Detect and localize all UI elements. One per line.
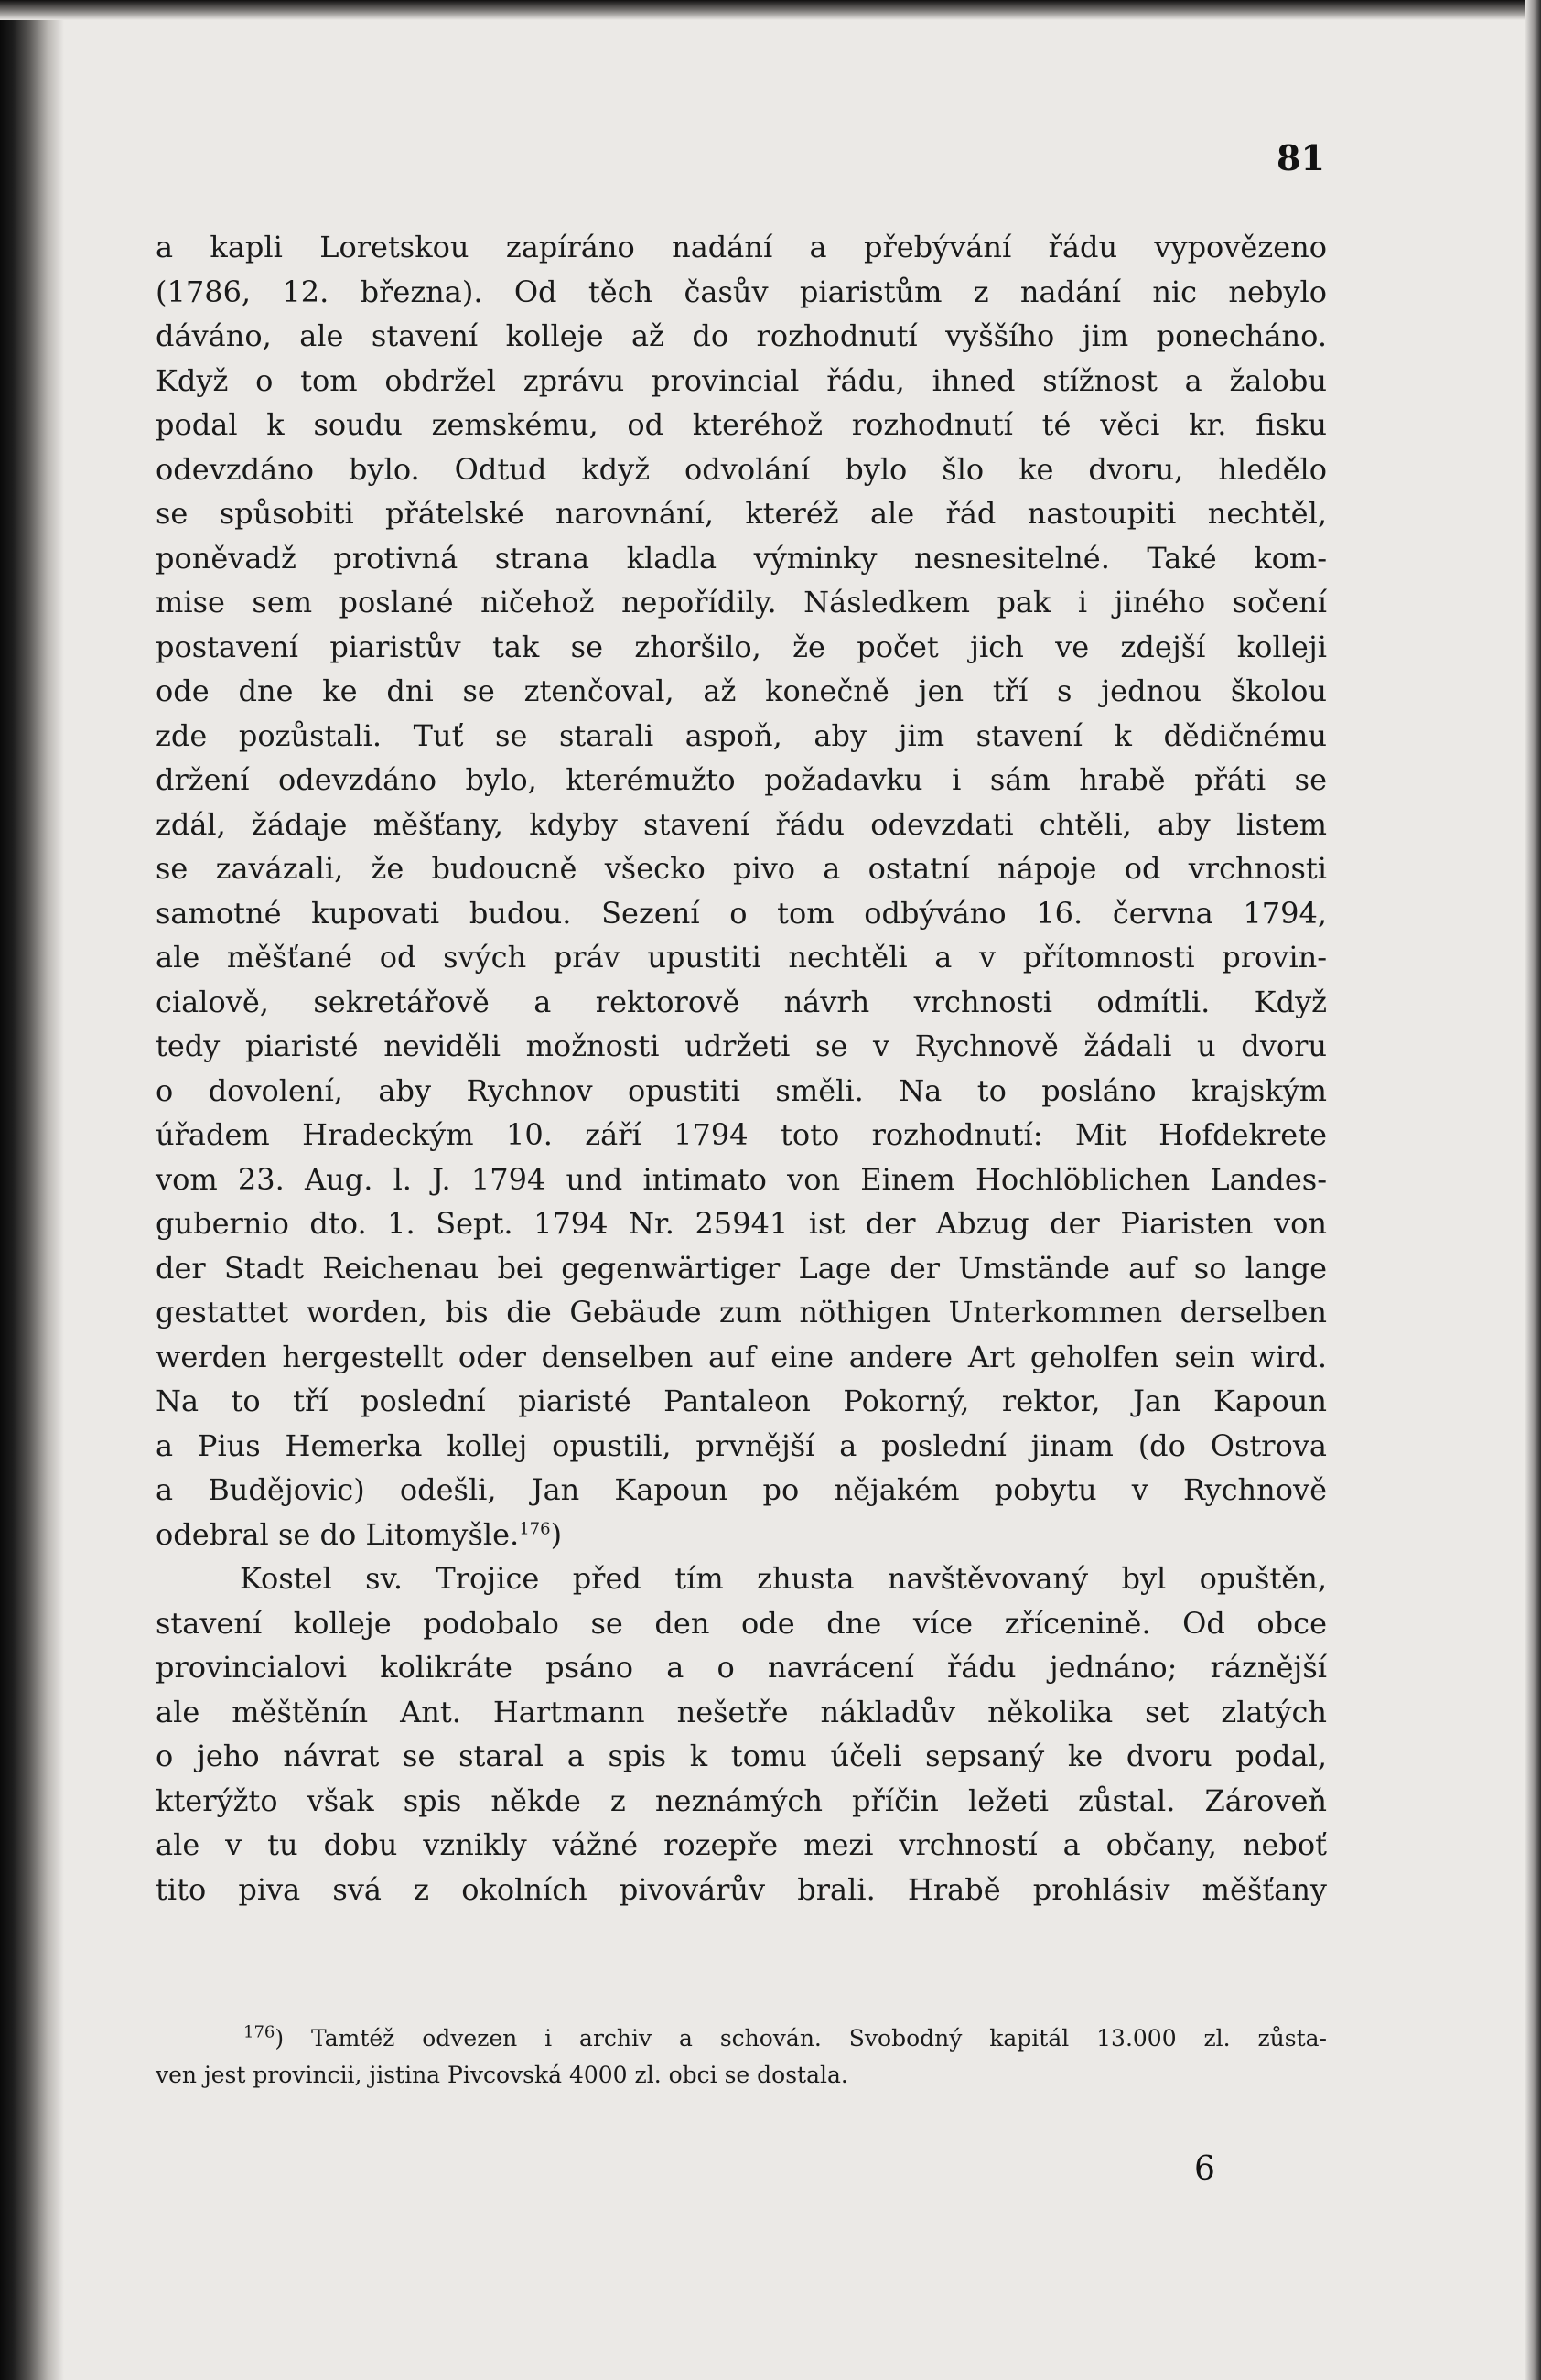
text-line: provincialovi kolikráte psáno a o navrácení řádu jednáno; ráznější [156, 1650, 1327, 1685]
text-line: der Stadt Reichenau bei gegenwärtiger Lage der Umstände auf so lange [156, 1250, 1327, 1286]
paragraph-1 [156, 225, 1327, 1513]
text-line: ode dne ke dni se ztenčoval, až konečně jen tří s jednou školou [156, 673, 1327, 708]
text-line: držení odevzdáno bylo, kterémužto požadavku i sám hrabě přáti se [156, 762, 1327, 797]
printer-signature-mark: 6 [1194, 2150, 1215, 2188]
paragraph-2 [156, 1556, 1327, 1912]
text-line: (1786, 12. března). Od těch časův piaristům z nadání nic nebylo [156, 274, 1327, 309]
text-line: gubernio dto. 1. Sept. 1794 Nr. 25941 ist der Abzug der Piaristen von [156, 1206, 1327, 1241]
footnote-line-2: ven jest provincii, jistina Pivcovská 4000 zl. obci se dostala. [156, 2062, 848, 2088]
text-line: gestattet worden, bis die Gebäude zum nöthigen Unterkommen derselben [156, 1295, 1327, 1330]
text-line: zdál, žádaje měšťany, kdyby stavení řádu odevzdati chtěli, aby listem [156, 806, 1327, 842]
text-line: tito piva svá z okolních pivovárův brali. Hrabě prohlásiv měšťany [156, 1871, 1327, 1907]
right-edge-shadow [1525, 0, 1541, 2380]
text-line: werden hergestellt oder denselben auf eine andere Art geholfen sein wird. [156, 1339, 1327, 1374]
footnote-reference: 176 [519, 1518, 551, 1538]
text-line: Když o tom obdržel zprávu provincial řádu, ihned stížnost a žalobu [156, 362, 1327, 398]
footnote [156, 2020, 1327, 2094]
footnote-line-1-text: ) Tamtéž odvezen i archiv a schován. Svobodný kapitál 13.000 zl. zůsta- [275, 2025, 1327, 2052]
text-line: podal k soudu zemskému, od kteréhož rozhodnutí té věci kr. fisku [156, 407, 1327, 442]
text-line: se spůsobiti přátelské narovnání, kteréž ale řád nastoupiti nechtěl, [156, 496, 1327, 531]
text-line: a Pius Hemerka kollej opustili, prvnější a poslední jinam (do Ostrova [156, 1427, 1327, 1463]
footnote-marker: 176 [243, 2022, 275, 2042]
text-line: se zavázali, že budoucně všecko pivo a ostatní nápoje od vrchnosti [156, 851, 1327, 886]
text-line: samotné kupovati budou. Sezení o tom odbýváno 16. června 1794, [156, 895, 1327, 931]
text-line: dáváno, ale stavení kolleje až do rozhodnutí vyššího jim ponecháno. [156, 318, 1327, 353]
text-line: zde pozůstali. Tuť se starali aspoň, aby jim stavení k dědičnému [156, 717, 1327, 753]
text-line: kterýžto však spis někde z neznámých příčin ležeti zůstal. Zároveň [156, 1782, 1327, 1818]
text-line: stavení kolleje podobalo se den ode dne více zřícenině. Od obce [156, 1605, 1327, 1641]
text-line: ale měštěnín Ant. Hartmann nešetře nákladův několika set zlatých [156, 1694, 1327, 1729]
text-line: ale měšťané od svých práv upustiti nechtěli a v přítomnosti provin- [156, 940, 1327, 975]
text-line: odevzdáno bylo. Odtud když odvolání bylo šlo ke dvoru, hledělo [156, 451, 1327, 487]
top-edge-shadow [0, 0, 1541, 20]
footnote-line-1 [156, 2020, 1327, 2057]
paragraph-1-last-text: odebral se do Litomyšle. [156, 1516, 520, 1552]
text-line: vom 23. Aug. l. J. 1794 und intimato von Einem Hochlöblichen Landes- [156, 1161, 1327, 1197]
text-line: Na to tří poslední piaristé Pantaleon Pokorný, rektor, Jan Kapoun [156, 1384, 1327, 1418]
text-line: tedy piaristé neviděli možnosti udržeti se v Rychnově žádali u dvoru [156, 1028, 1327, 1063]
text-line: ale v tu dobu vznikly vážné rozepře mezi vrchností a občany, neboť [156, 1827, 1327, 1862]
book-binding-shadow [0, 0, 64, 2380]
text-line: postavení piaristův tak se zhoršilo, že počet jich ve zdejší kolleji [156, 629, 1327, 664]
paragraph-1-last-line [156, 1513, 1327, 1557]
text-line: a Budějovic) odešli, Jan Kapoun po nějakém pobytu v Rychnově [156, 1472, 1327, 1507]
paragraph-1-last-close: ) [550, 1516, 563, 1552]
text-line: Kostel sv. Trojice před tím zhusta navštěvovaný byl opuštěn, [240, 1561, 1327, 1596]
text-line: úřadem Hradeckým 10. září 1794 toto rozhodnutí: Mit Hofdekrete [156, 1117, 1327, 1152]
body-text [156, 225, 1327, 1912]
text-line: a kapli Loretskou zapíráno nadání a přebývání řádu vypovězeno [156, 230, 1327, 264]
text-line: mise sem poslané ničehož nepořídily. Následkem pak i jiného sočení [156, 585, 1327, 619]
text-line: o dovolení, aby Rychnov opustiti směli. Na to posláno krajským [156, 1072, 1327, 1108]
text-line: o jeho návrat se staral a spis k tomu účeli sepsaný ke dvoru podal, [156, 1739, 1327, 1773]
text-line: poněvadž protivná strana kladla výminky nesnesitelné. Také kom- [156, 540, 1327, 576]
page-number: 81 [1277, 137, 1325, 178]
text-line: cialově, sekretářově a rektorově návrh vrchnosti odmítli. Když [156, 984, 1327, 1019]
